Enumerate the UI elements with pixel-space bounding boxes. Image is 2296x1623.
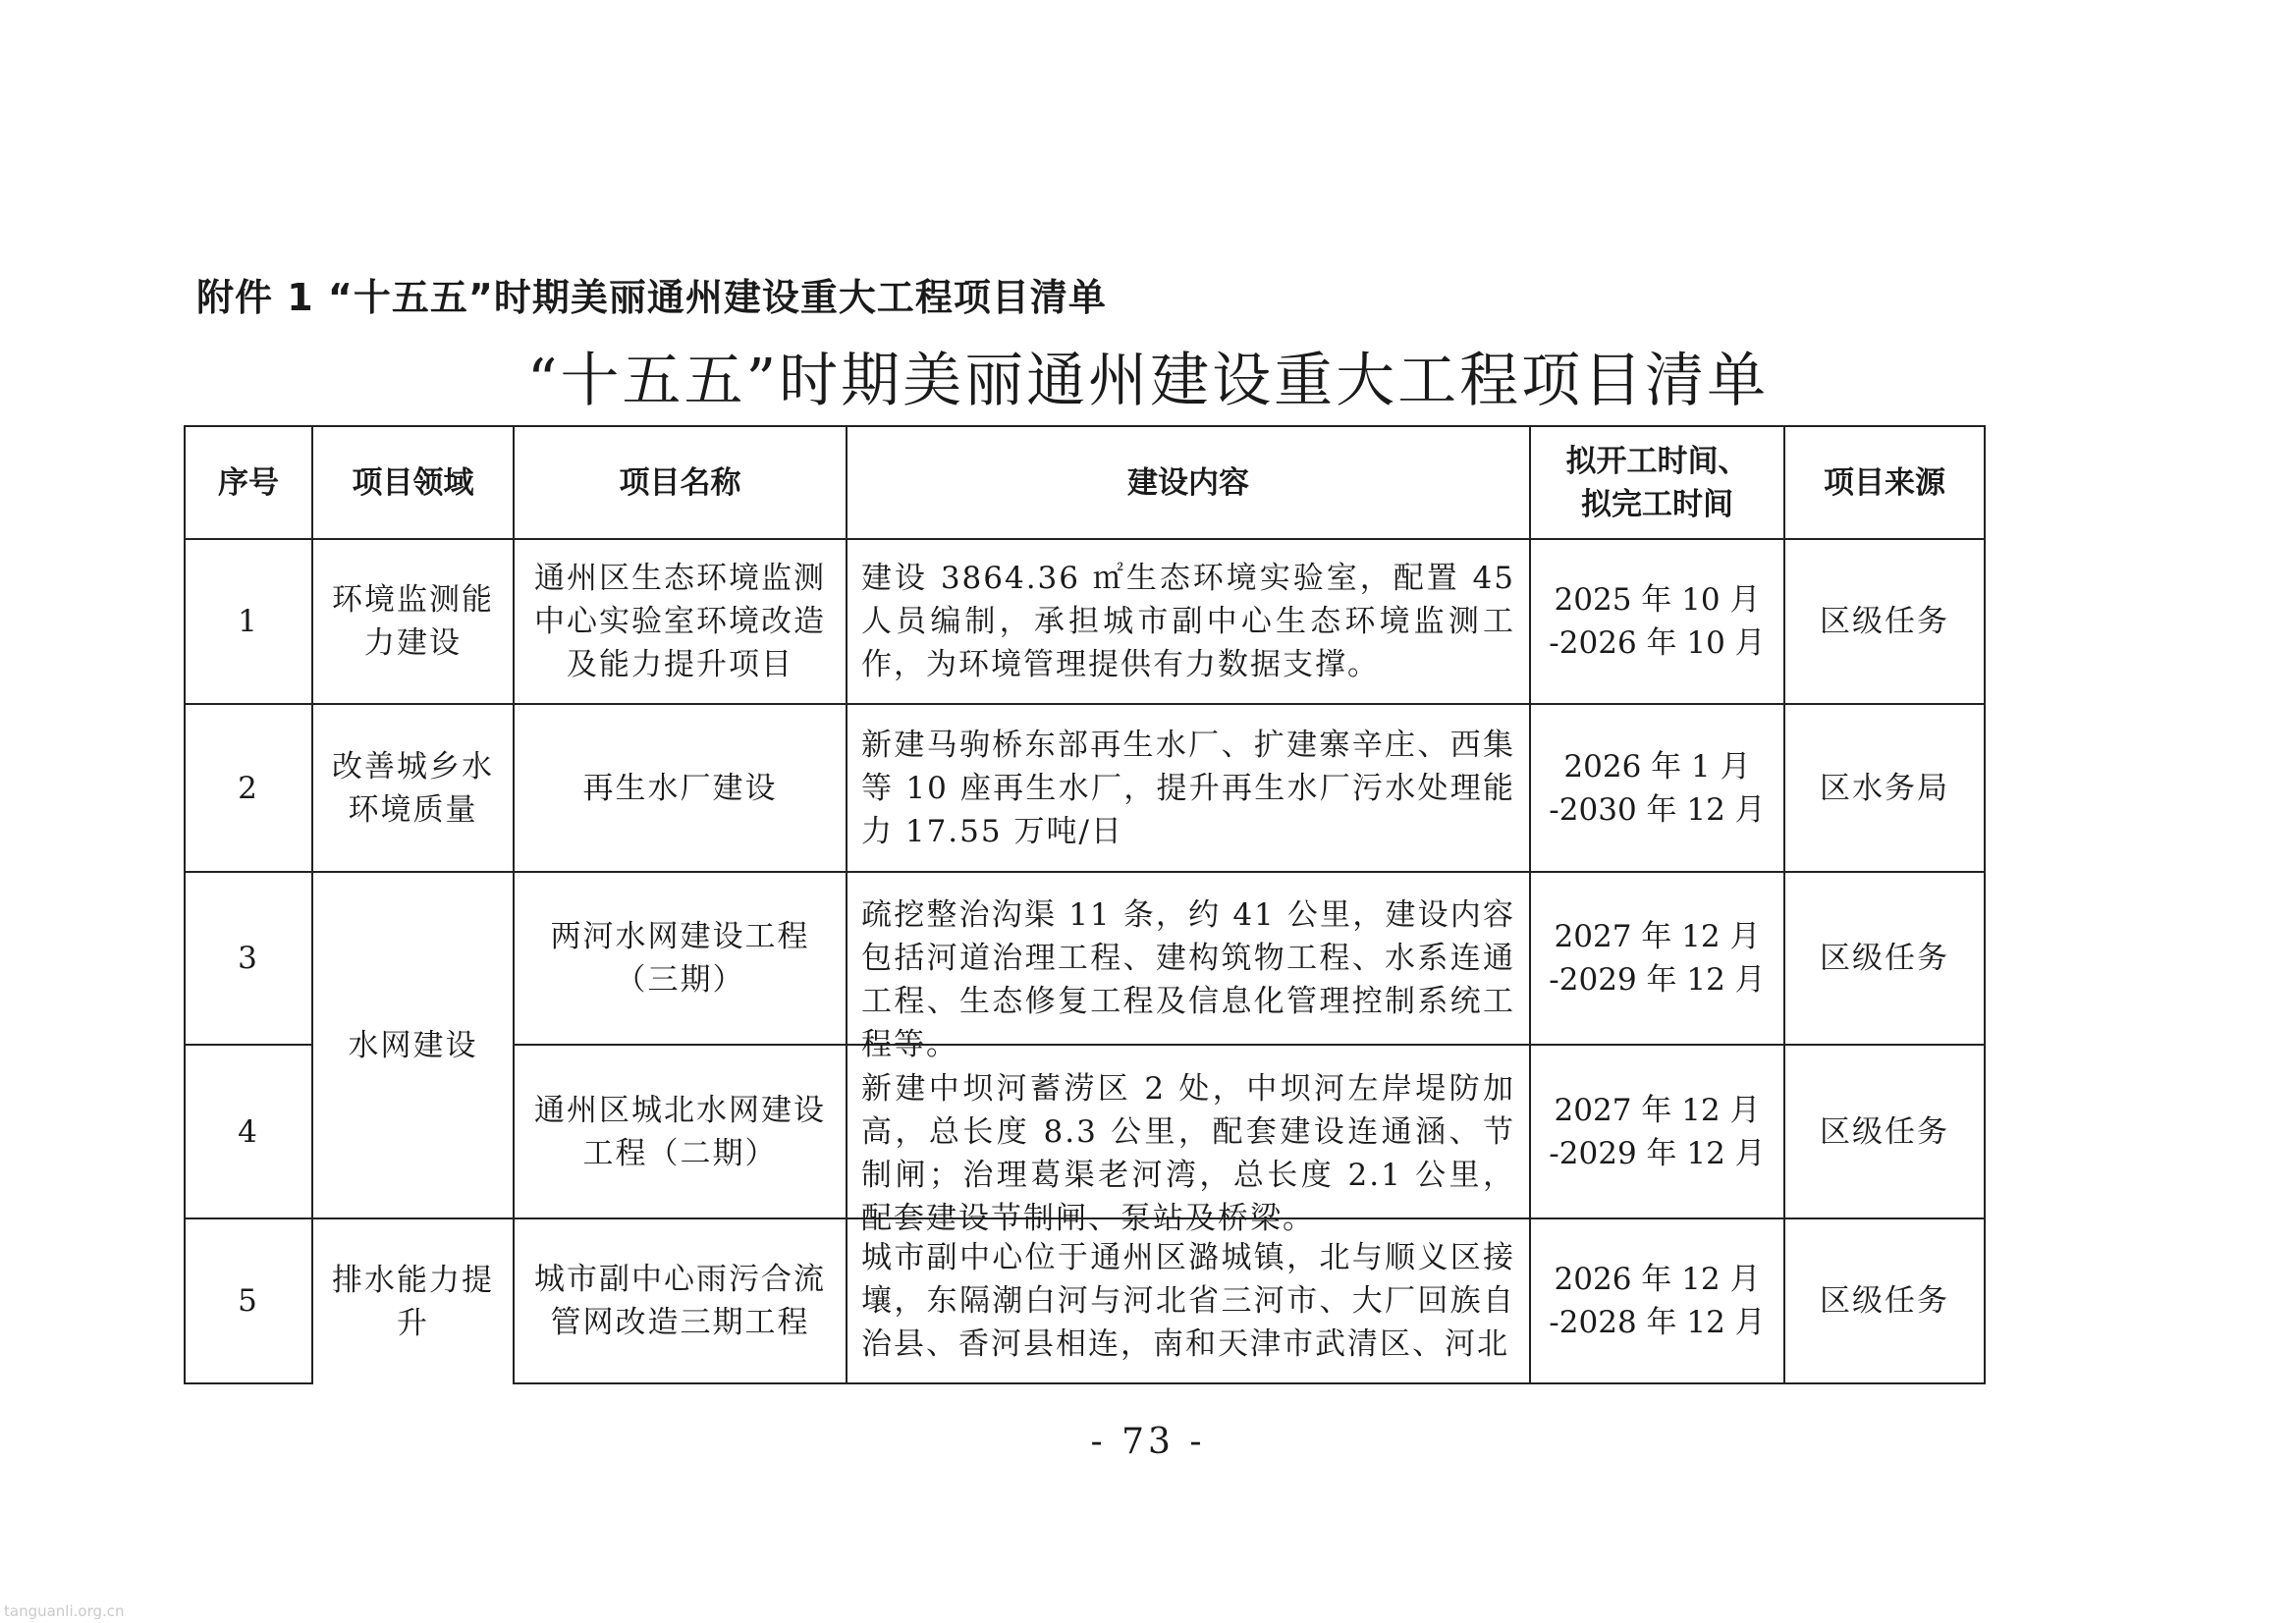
cell-name: 城市副中心雨污合流管网改造三期工程 [514,1218,847,1383]
cell-time [1530,539,1784,704]
cell-seq: 3 [185,872,312,1045]
cell-source: 区级任务 [1784,539,1985,704]
cell-seq: 1 [185,539,312,704]
cell-field: 排水能力提升 [312,1218,514,1383]
table-row [185,539,1985,704]
table-row [185,704,1985,872]
cell-source: 区级任务 [1784,1218,1985,1383]
cell-time-start: 2025 年 10 月 [1554,582,1761,618]
watermark: tanguanli.org.cn [4,1602,125,1620]
cell-content [847,1218,1530,1383]
header-name: 项目名称 [514,426,847,539]
cell-name: 通州区生态环境监测中心实验室环境改造及能力提升项目 [514,539,847,704]
cell-time-start: 2026 年 1 月 [1563,748,1751,784]
header-seq: 序号 [185,426,312,539]
cell-time [1530,1045,1784,1218]
cell-source: 区级任务 [1784,1045,1985,1218]
cell-source: 区水务局 [1784,704,1985,872]
cell-time-end: -2029 年 12 月 [1549,1135,1766,1171]
table-header-row [185,426,1985,539]
cell-name: 通州区城北水网建设工程（二期） [514,1045,847,1218]
cell-time-start: 2027 年 12 月 [1554,919,1761,954]
cell-time-end: -2029 年 12 月 [1549,962,1766,998]
cell-name: 再生水厂建设 [514,704,847,872]
cell-content-text: 城市副中心位于通州区潞城镇，北与顺义区接壤，东隔潮白河与河北省三河市、大厂回族自治县、香河县相连，南和天津市武清区、河北 [861,1240,1515,1362]
attachment-title: 附件 1 “十五五”时期美丽通州建设重大工程项目清单 [196,276,1107,319]
cell-seq: 2 [185,704,312,872]
cell-content [847,1045,1530,1236]
cell-time-end: -2030 年 12 月 [1549,791,1766,828]
cell-source: 区级任务 [1784,872,1985,1045]
cell-time [1530,1218,1784,1383]
header-field: 项目领域 [312,426,514,539]
table-row [185,1218,1985,1383]
cell-field: 改善城乡水环境质量 [312,704,514,872]
cell-content-text: 疏挖整治沟渠 11 条，约 41 公里，建设内容包括河道治理工程、建构筑物工程、水系连通工程、生态修复工程及信息化管理控制系统工程等。 [861,897,1515,1062]
cell-time [1530,872,1784,1045]
cell-time-start: 2026 年 12 月 [1554,1262,1761,1297]
cell-seq: 4 [185,1045,312,1218]
header-time-line2: 拟完工时间 [1581,486,1733,522]
cell-time-end: -2028 年 12 月 [1549,1305,1766,1340]
header-source: 项目来源 [1784,426,1985,539]
cell-content-text: 新建中坝河蓄涝区 2 处，中坝河左岸堤防加高，总长度 8.3 公里，配套建设连通涵、节制闸；治理葛渠老河湾，总长度 2.1 公里，配套建设节制闸、泵站及桥梁。 [861,1070,1515,1236]
table-row [185,872,1985,1045]
header-time [1530,426,1784,539]
cell-content: 新建马驹桥东部再生水厂、扩建寨辛庄、西集等 10 座再生水厂，提升再生水厂污水处理能力 17.55 万吨/日 [847,704,1530,872]
cell-field: 环境监测能力建设 [312,539,514,704]
project-table [184,425,1986,1384]
cell-time-end: -2026 年 10 月 [1549,625,1766,661]
cell-content [847,872,1530,1062]
cell-time-start: 2027 年 12 月 [1554,1092,1761,1128]
cell-seq: 5 [185,1218,312,1383]
page-number: - 73 - [1090,1422,1206,1462]
document-title: “十五五”时期美丽通州建设重大工程项目清单 [526,347,1770,415]
header-content: 建设内容 [847,426,1530,539]
cell-field: 水网建设 [312,872,514,1218]
header-time-line1: 拟开工时间、 [1565,443,1749,479]
cell-name: 两河水网建设工程（三期） [514,872,847,1045]
cell-time [1530,704,1784,872]
cell-content: 建设 3864.36 ㎡生态环境实验室，配置 45 人员编制，承担城市副中心生态环境监测工作，为环境管理提供有力数据支撑。 [847,539,1530,704]
